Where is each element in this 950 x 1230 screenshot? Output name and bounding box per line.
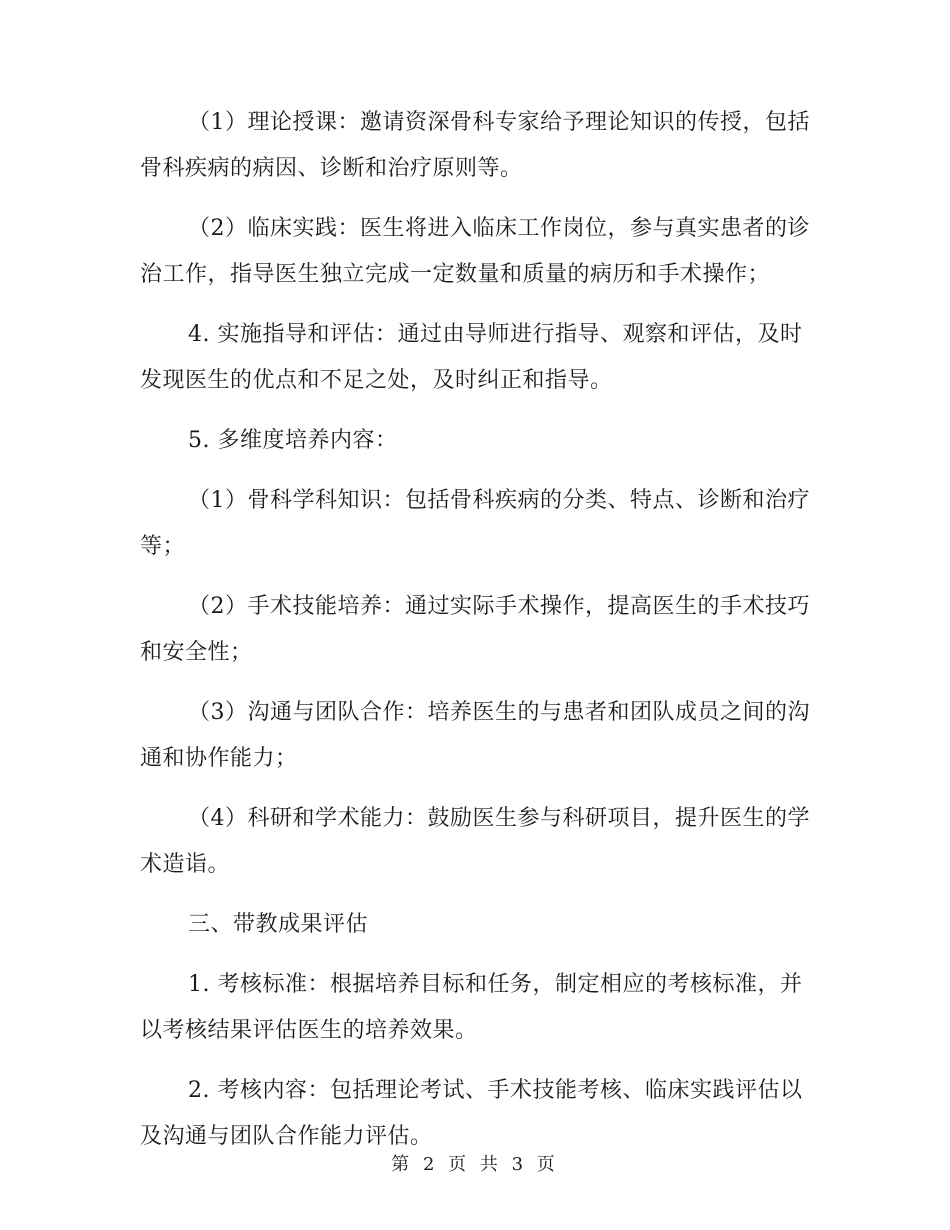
paragraph-guidance-evaluation: 4. 实施指导和评估：通过由导师进行指导、观察和评估，及时发现医生的优点和不足之处，及时纠正和指导。 <box>140 322 803 393</box>
paragraph-orthopedic-knowledge: （1）骨科学科知识：包括骨科疾病的分类、特点、诊断和治疗等； <box>140 488 810 559</box>
paragraph-assessment-content: 2. 考核内容：包括理论考试、手术技能考核、临床实践评估以及沟通与团队合作能力评估。 <box>140 1078 803 1149</box>
paragraph-surgical-skills: （2）手术技能培养：通过实际手术操作，提高医生的手术技巧和安全性； <box>140 594 810 665</box>
section-heading: 三、带教成果评估 <box>188 912 369 937</box>
paragraph-clinical-practice: （2）临床实践：医生将进入临床工作岗位，参与真实患者的诊治工作，指导医生独立完成一定数量和质量的病历和手术操作； <box>140 216 810 287</box>
paragraph-theory-teaching: （1）理论授课：邀请资深骨科专家给予理论知识的传授，包括骨科疾病的病因、诊断和治疗原则等。 <box>140 110 810 181</box>
paragraph-assessment-standards: 1. 考核标准：根据培养目标和任务，制定相应的考核标准，并以考核结果评估医生的培养效果。 <box>140 972 803 1043</box>
paragraph-communication-teamwork: （3）沟通与团队合作：培养医生的与患者和团队成员之间的沟通和协作能力； <box>140 700 810 771</box>
paragraph-research-ability: （4）科研和学术能力：鼓励医生参与科研项目，提升医生的学术造诣。 <box>140 806 810 877</box>
paragraph-multidimensional-content: 5. 多维度培养内容： <box>188 428 398 453</box>
document-body <box>140 100 810 1174</box>
page-footer: 第 2 页 共 3 页 <box>391 1154 559 1175</box>
